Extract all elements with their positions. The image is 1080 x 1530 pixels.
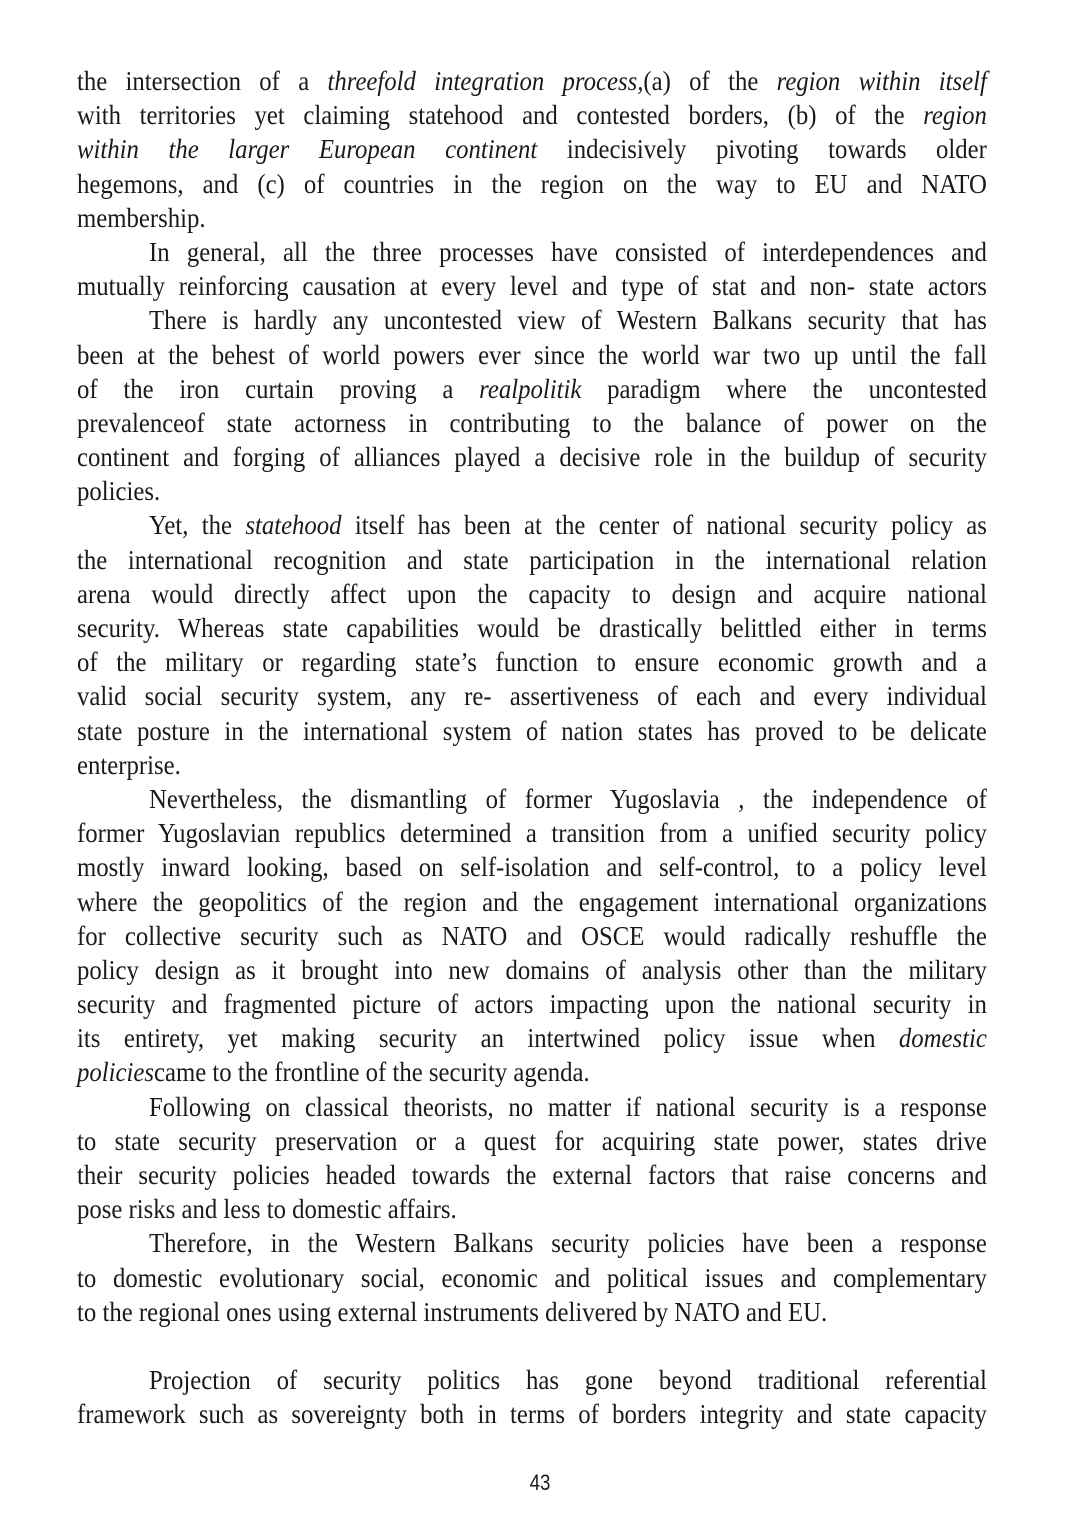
text-run: mostly inward looking, based on self-isolation and self-control, to a policy level: [77, 851, 987, 883]
paragraph: [77, 235, 987, 303]
text-line: [77, 1363, 987, 1397]
text-run: state posture in the international system of nation states has proved to be delicate: [77, 714, 987, 746]
text-run: Nevertheless, the dismantling of former Yugoslavia , the independence of: [149, 782, 987, 814]
text-line: [77, 303, 987, 337]
text-run: where the geopolitics of the region and the engagement international organizations: [77, 885, 987, 917]
italic-text-run: within the larger European continent: [77, 133, 538, 165]
text-run: There is hardly any uncontested view of Western Balkans security that has: [149, 304, 987, 336]
italic-text-run: policies: [77, 1056, 154, 1088]
text-line: [77, 1158, 987, 1192]
text-run: former Yugoslavian republics determined a transition from a unified security policy: [77, 817, 987, 849]
italic-text-run: statehood: [245, 509, 342, 541]
text-line: [77, 611, 987, 645]
text-run: Following on classical theorists, no matter if national security is a response: [149, 1090, 987, 1122]
text-line: [77, 953, 987, 987]
italic-text-run: realpolitik: [479, 372, 582, 404]
text-run: to domestic evolutionary social, economic and political issues and complementary: [77, 1261, 987, 1293]
text-run: hegemons, and (c) of countries in the region on the way to EU and NATO: [77, 167, 987, 199]
text-line: [77, 645, 987, 679]
text-run: In general, all the three processes have consisted of interdependences and: [149, 235, 987, 267]
text-line: [77, 714, 987, 748]
text-line: [77, 338, 987, 372]
italic-text-run: domestic: [898, 1022, 987, 1054]
text-line: [77, 1055, 987, 1089]
italic-text-run: region: [923, 99, 987, 131]
text-run: the international recognition and state participation in the international relation: [77, 543, 987, 575]
text-run: came to the frontline of the security agenda.: [153, 1056, 590, 1088]
text-run: with territories yet claiming statehood and contested borders, (b) of the: [77, 99, 924, 131]
paragraph: [77, 1090, 987, 1227]
text-line: [77, 850, 987, 884]
text-line: [77, 1124, 987, 1158]
text-run: mutually reinforcing causation at every level and type of stat and non- state actors: [77, 270, 987, 302]
text-line: [77, 98, 987, 132]
text-run: arena would directly affect upon the capacity to design and acquire national: [77, 577, 987, 609]
text-run: membership.: [77, 201, 206, 233]
body-text: [77, 64, 987, 1432]
text-line: [77, 1397, 987, 1431]
text-run: the intersection of a: [77, 65, 328, 96]
text-run: security and fragmented picture of actors impacting upon the national security in: [77, 988, 987, 1020]
text-line: [77, 1261, 987, 1295]
text-line: [77, 1090, 987, 1124]
text-run: policies.: [77, 475, 161, 507]
text-run: for collective security such as NATO and OSCE would radically reshuffle the: [77, 919, 987, 951]
text-run: their security policies headed towards the external factors that raise concerns and: [77, 1159, 987, 1190]
text-line: [77, 1192, 987, 1226]
text-line: [77, 64, 987, 98]
paragraph: [77, 1363, 987, 1431]
text-line: [77, 1021, 987, 1055]
text-run: policy design as it brought into new domains of analysis other than the military: [77, 953, 987, 985]
paragraph: [77, 64, 987, 235]
text-line: [77, 1295, 987, 1329]
text-run: continent and forging of alliances played a decisive role in the buildup of security: [77, 441, 987, 473]
text-line: [77, 543, 987, 577]
paragraph: [77, 303, 987, 508]
text-line: [77, 474, 987, 508]
text-run: its entirety, yet making security an intertwined policy issue when: [77, 1022, 899, 1054]
page-number: 43: [529, 1470, 551, 1495]
paragraph: [77, 1226, 987, 1329]
paragraph: [77, 508, 987, 782]
text-run: pose risks and less to domestic affairs.: [77, 1193, 457, 1225]
text-run: of the military or regarding state’s function to ensure economic growth and a: [77, 646, 987, 678]
text-run: to state security preservation or a quest for acquiring state power, states drive: [77, 1124, 987, 1156]
text-line: [77, 919, 987, 953]
italic-text-run: threefold integration process,: [327, 65, 644, 96]
text-line: [77, 987, 987, 1021]
text-line: [77, 132, 987, 166]
text-line: [77, 577, 987, 611]
text-line: [77, 440, 987, 474]
text-line: [77, 782, 987, 816]
text-line: [77, 201, 987, 235]
text-line: [77, 235, 987, 269]
text-run: framework such as sovereignty both in terms of borders integrity and state capacity: [77, 1398, 987, 1430]
text-run: Therefore, in the Western Balkans security policies have been a response: [149, 1227, 987, 1259]
text-line: [77, 372, 987, 406]
text-run: enterprise.: [77, 748, 181, 780]
text-run: Yet, the: [149, 509, 246, 541]
text-line: [77, 269, 987, 303]
text-run: itself has been at the center of national security policy as: [341, 509, 987, 541]
text-line: [77, 679, 987, 713]
text-run: prevalenceof state actorness in contributing to the balance of power on the: [77, 406, 987, 438]
text-run: (a) of the: [643, 65, 777, 96]
text-run: indecisively pivoting towards older: [537, 133, 987, 165]
text-run: valid social security system, any re- assertiveness of each and every individual: [77, 680, 987, 712]
text-run: Projection of security politics has gone beyond traditional referential: [149, 1364, 987, 1396]
text-run: security. Whereas state capabilities would be drastically belittled either in terms: [77, 612, 987, 643]
paragraph: [77, 782, 987, 1090]
text-line: [77, 885, 987, 919]
text-line: [77, 167, 987, 201]
text-line: [77, 508, 987, 542]
text-run: been at the behest of world powers ever since the world war two up until the fall: [77, 338, 987, 370]
italic-text-run: region within itself: [776, 65, 987, 96]
text-line: [77, 1226, 987, 1260]
text-run: paradigm where the uncontested: [581, 372, 987, 404]
text-line: [77, 406, 987, 440]
text-run: to the regional ones using external instruments delivered by NATO and EU.: [77, 1295, 828, 1327]
text-line: [77, 816, 987, 850]
text-line: [77, 748, 987, 782]
text-run: of the iron curtain proving a: [77, 372, 480, 404]
